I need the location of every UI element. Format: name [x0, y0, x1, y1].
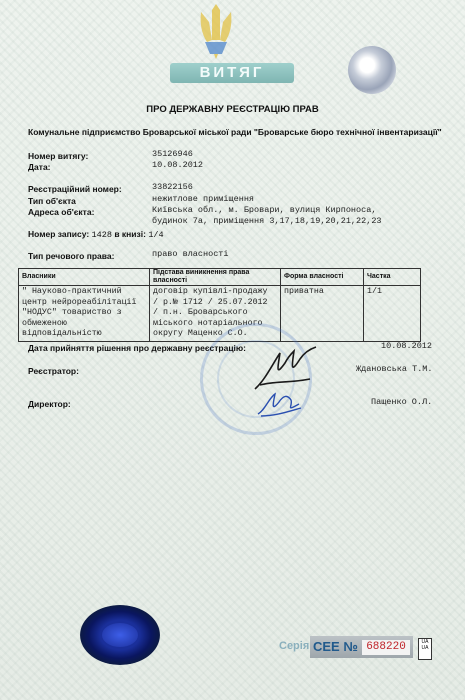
serial-number: 688220 [362, 640, 410, 655]
extract-number-label: Номер витягу: [28, 151, 89, 161]
cell-owner: " Науково-практичний центр нейрореабілітації "НОДУС" товариство з обмеженою відповідальністю [19, 286, 150, 342]
cell-basis: договір купівлі-продажу / р.№ 1712 / 25.07.2012 / п.н. Броварського міського нотаріального округу Маценко С.О. [150, 286, 281, 342]
extract-number: 35126946 [152, 149, 193, 159]
director-label: Директор: [28, 399, 71, 409]
director-signature [255, 390, 305, 420]
registrar-signature [250, 345, 320, 395]
table-header-row [19, 269, 421, 286]
col-header-share: Частка [364, 269, 421, 286]
trident-emblem-icon [197, 0, 235, 60]
document-type-banner [170, 63, 294, 83]
extract-date: 10.08.2012 [152, 160, 204, 170]
col-header-ownership-form: Форма власності [281, 269, 364, 286]
document-title: ПРО ДЕРЖАВНУ РЕЄСТРАЦІЮ ПРАВ [146, 104, 319, 115]
address-label: Адреса об'єкта: [28, 207, 95, 217]
table-row [19, 286, 421, 342]
banner-word: ВИТЯГ [199, 64, 265, 81]
decision-date: 10.08.2012 [381, 341, 433, 351]
ua-badge: UA UA [418, 638, 432, 660]
object-address: Київська обл., м. Бровари, вулиця Кирпоноса, будинок 7а, приміщення 3,17,18,19,20,21,22,23 [152, 205, 382, 226]
col-header-owners: Власники [19, 269, 150, 286]
registrar-name: Ждановська Т.М. [356, 364, 433, 374]
ownership-table [18, 268, 421, 342]
object-type: нежитлове приміщення [152, 194, 255, 204]
reg-number-label: Реєстраційний номер: [28, 184, 122, 194]
book-number: 1/4 [148, 230, 164, 240]
object-type-label: Тип об'єкта [28, 196, 76, 206]
director-name: Пащенко О.Л. [371, 397, 433, 407]
organization-name: Комунальне підприємство Броварської міської ради "Броварське бюро технічної інвентаризації" [28, 127, 442, 137]
hologram-icon [348, 46, 396, 94]
registrar-label: Реєстратор: [28, 366, 79, 376]
record-number: 1428 [91, 230, 112, 240]
decision-date-label: Дата прийняття рішення про державну реєстрацію: [28, 343, 246, 353]
record-label-b: в книзі: [114, 229, 146, 239]
series-label: Серія [279, 640, 310, 652]
right-type-value: право власності [152, 249, 229, 259]
record-number-label [28, 229, 164, 240]
right-type-label: Тип речового права: [28, 251, 115, 261]
extract-date-label: Дата: [28, 162, 51, 172]
series-code: CEE № [313, 639, 358, 654]
cell-share: 1/1 [364, 286, 421, 342]
reg-number: 33822156 [152, 182, 193, 192]
record-label-a: Номер запису: [28, 229, 90, 239]
serial-number-box [310, 636, 413, 658]
col-header-basis: Підстава виникнення права власності [150, 269, 281, 286]
cell-ownership-form: приватна [281, 286, 364, 342]
hologram-seal-icon [80, 605, 160, 665]
